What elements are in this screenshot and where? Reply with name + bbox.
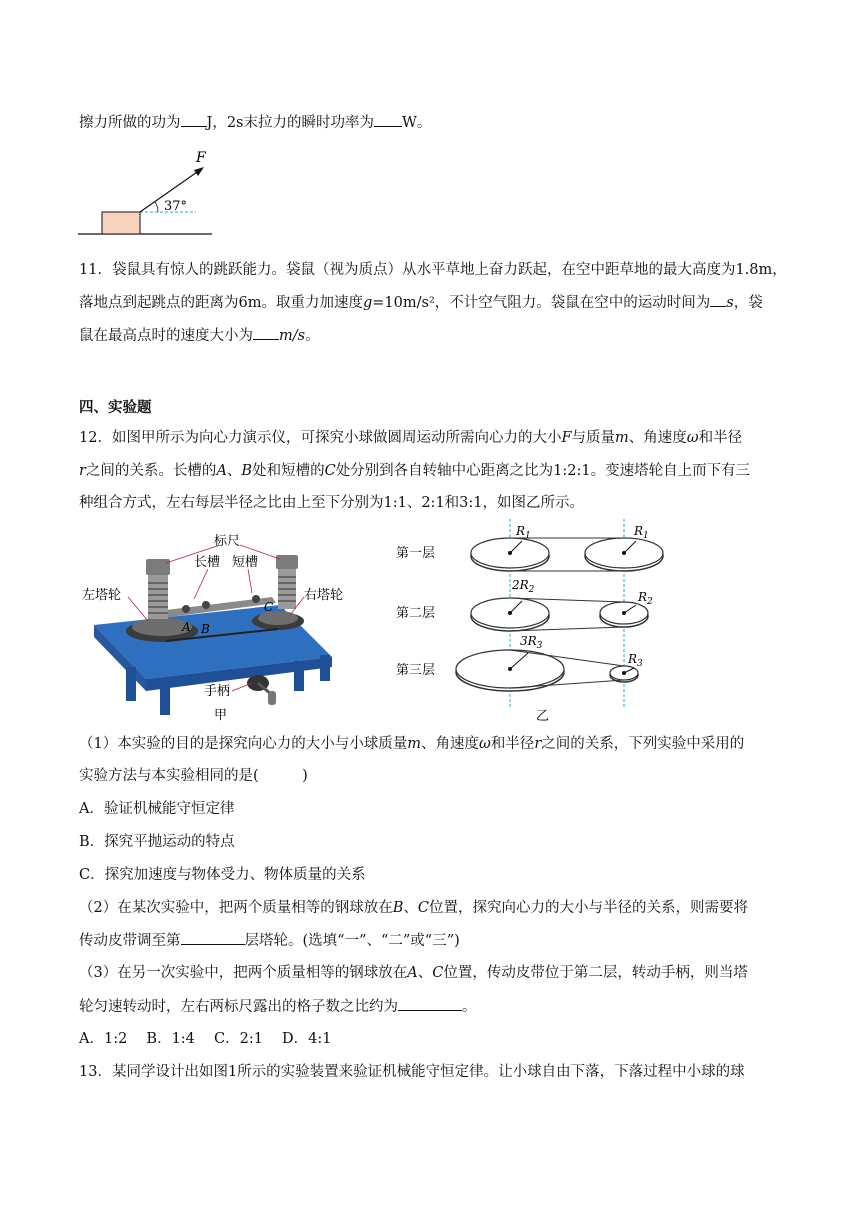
q12-line-2: r之间的关系。长槽的A、B处和短槽的C处分别到各自转轴中心距离之比为1:2:1。变速塔轮自上而下有三 xyxy=(79,463,751,479)
layer-3-label: 第三层 xyxy=(396,663,436,678)
force-label: F xyxy=(196,150,206,166)
label-left-wheel: 左塔轮 xyxy=(82,588,122,603)
arrow-head-icon xyxy=(194,167,204,176)
answer-blank[interactable] xyxy=(253,325,279,340)
layer-2-label: 第二层 xyxy=(396,606,436,621)
answer-blank[interactable] xyxy=(181,112,207,127)
label-C: C xyxy=(264,600,274,614)
answer-blank[interactable] xyxy=(374,112,402,127)
option-c[interactable]: C．探究加速度与物体受力、物体质量的关系 xyxy=(79,867,366,883)
ball-C xyxy=(252,595,260,603)
angle-label: 37° xyxy=(164,199,188,214)
table-leg xyxy=(160,685,170,715)
leader-line xyxy=(194,569,208,599)
answer-blank[interactable] xyxy=(710,292,726,307)
q12-sub3-line-1: （3）在另一次实验中，把两个质量相等的钢球放在A、C位置，传动皮带位于第二层，转动手柄，则当塔 xyxy=(79,965,748,981)
block xyxy=(102,212,140,234)
apparatus-figure xyxy=(82,533,382,723)
r1-right-label: $R_1$ xyxy=(634,524,649,541)
r3-right-label: $R_3$ xyxy=(628,652,643,669)
q12-sub2-line-1: （2）在某次实验中，把两个质量相等的钢球放在B、C位置，探究向心力的大小与半径的关系，则需要将 xyxy=(79,900,748,916)
label-right-wheel: 右塔轮 xyxy=(304,588,344,603)
option-b[interactable]: B．探究平抛运动的特点 xyxy=(79,834,235,850)
section-title: 四、实验题 xyxy=(79,400,152,416)
answer-blank[interactable] xyxy=(181,930,245,945)
figure-caption-jia: 甲 xyxy=(214,708,228,723)
q12-sub3-line-2: 轮匀速转动时，左右两标尺露出的格子数之比约为 。 xyxy=(79,996,477,1017)
q11-line-2: 落地点到起跳点的距离为6m。取重力加速度g=10m/s²，不计空气阻力。袋鼠在空中的运动时间为 s，袋 xyxy=(79,292,763,313)
r1-left-label: $R_1$ xyxy=(516,524,531,541)
q12-sub3-options[interactable]: A．1:2 B．1:4 C．2:1 D．4:1 xyxy=(79,1031,332,1047)
left-ruler xyxy=(146,559,170,575)
q11-line-1: 11．袋鼠具有惊人的跳跃能力。袋鼠（视为质点）从水平草地上奋力跃起，在空中距草地的最大高度为1.8m， xyxy=(79,262,787,278)
q13-line-1: 13．某同学设计出如图1所示的实验装置来验证机械能守恒定律。让小球自由下落，下落过程中小球的球 xyxy=(79,1064,745,1080)
option-a[interactable]: A．验证机械能守恒定律 xyxy=(79,801,235,817)
answer-blank[interactable] xyxy=(398,996,462,1011)
q12-sub1-line-1: （1）本实验的目的是探究向心力的大小与小球质量m、角速度ω和半径r之间的关系，下列实验中采用的 xyxy=(79,736,745,752)
label-short-slot: 短槽 xyxy=(232,555,259,570)
right-ruler xyxy=(276,555,298,569)
left-spring-column xyxy=(148,573,168,619)
q11-line-3: 鼠在最高点时的速度大小为 m/s。 xyxy=(79,325,320,346)
label-long-slot: 长槽 xyxy=(194,555,221,570)
table-leg xyxy=(126,667,136,701)
layer-1-label: 第一层 xyxy=(396,546,436,561)
q12-line-1: 12．如图甲所示为向心力演示仪，可探究小球做圆周运动所需向心力的大小F与质量m、角速度ω和半径 xyxy=(79,430,743,446)
q10-text-line: 擦力所做的功为 J，2s末拉力的瞬时功率为 W。 xyxy=(79,112,431,133)
q10-force-figure xyxy=(78,146,218,241)
q12-sub1-line-2: 实验方法与本实验相同的是( ) xyxy=(79,768,308,784)
r3-left-label: $3R_3$ xyxy=(520,634,543,651)
ball-A xyxy=(182,605,190,613)
leader-line xyxy=(128,597,148,621)
label-ruler: 标尺 xyxy=(214,534,241,549)
figure-caption-yi: 乙 xyxy=(536,709,550,724)
q12-line-3: 种组合方式，左右每层半径之比由上至下分别为1:1、2:1和3:1，如图乙所示。 xyxy=(79,495,585,511)
r2-left-label: $2R_2$ xyxy=(512,578,535,595)
table-leg xyxy=(294,661,304,691)
label-B: B xyxy=(201,622,210,636)
angle-arc xyxy=(155,202,158,212)
ball-B xyxy=(202,601,210,609)
pulley-layers-figure xyxy=(396,517,686,725)
q12-sub2-line-2: 传动皮带调至第 层塔轮。(选填“一”、“二”或“三”) xyxy=(79,930,460,951)
label-A: A xyxy=(182,620,191,634)
handle-grip[interactable] xyxy=(268,691,276,705)
table-leg xyxy=(320,655,330,681)
right-spring-column xyxy=(278,567,296,609)
label-handle: 手柄 xyxy=(204,684,231,699)
leader-line xyxy=(248,569,252,593)
r2-right-label: $R_2$ xyxy=(638,590,653,607)
